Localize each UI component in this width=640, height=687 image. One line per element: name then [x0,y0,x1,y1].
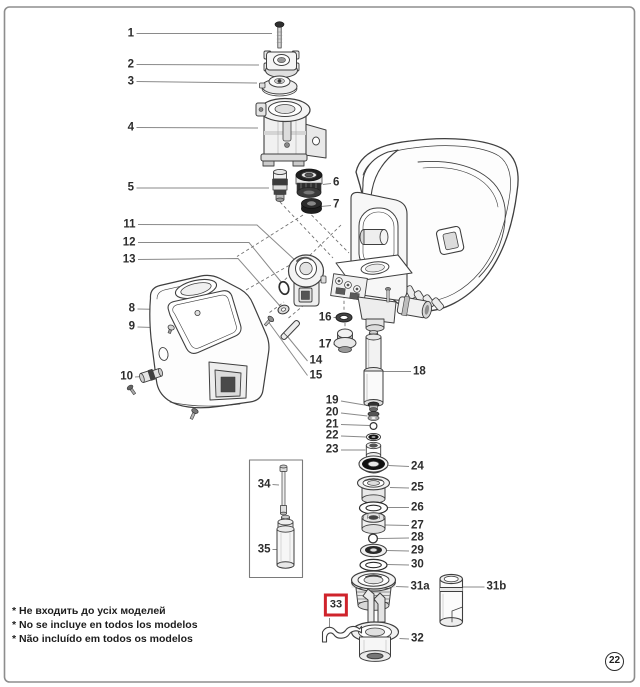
leader-11 [138,225,297,263]
callout-4: 4 [127,120,134,133]
leader-20 [341,413,368,416]
callout-6: 6 [333,176,340,189]
part-3-cap [260,76,298,96]
footnote-es: * No se incluye en todos los modelos [12,619,198,631]
callout-32: 32 [411,632,424,645]
callout-2: 2 [127,57,134,70]
part-34-rod [280,465,287,515]
part-25-cup [358,476,390,503]
part-4-cylinder-assembly [256,99,326,167]
part-22-seal-washer [367,433,381,440]
leader-6 [323,184,331,185]
part-12-o-ring [278,280,291,295]
housing-screw [188,408,199,421]
part-24-seal-ring [359,456,388,473]
callout-20: 20 [325,406,339,419]
part-7-seal [302,199,322,214]
leader-34 [273,485,280,486]
part-8-housing-cover [150,275,269,407]
footnote-pt: * Não incluído em todos os modelos [12,633,193,645]
callout-24: 24 [411,459,424,472]
leader-22 [341,436,366,437]
footnote-uk: * Не входить до усіх моделей [12,605,166,617]
leader-14 [288,337,308,362]
part-5-inlet-valve [273,169,288,201]
leader-4 [137,128,259,129]
callout-30: 30 [411,558,424,571]
page-number-badge: 22 [605,652,624,671]
callout-23: 23 [325,443,339,456]
part-2-valve-cap [264,51,299,78]
callout-14: 14 [309,354,323,367]
part-14-pin [281,321,300,340]
callout-18: 18 [413,364,426,377]
part-21-o-ring-small [370,423,377,430]
part-35-cartridge [277,515,294,568]
leader-21 [341,425,370,426]
callout-5: 5 [127,181,134,194]
callout-21: 21 [325,417,339,430]
part-17-cap-valve [334,329,356,353]
callout-27: 27 [411,518,424,531]
leader-25 [390,488,409,489]
part-1-screw [275,22,284,48]
callout-15: 15 [309,368,323,381]
part-6-nut [296,169,322,198]
callout-19: 19 [325,394,339,407]
part-28-o-ring-small [369,534,378,543]
leader-2 [137,65,260,66]
parts-artwork [126,22,518,662]
callout-11: 11 [123,217,136,230]
callout-35: 35 [257,542,271,555]
leader-24 [389,466,410,467]
callout-34: 34 [257,477,271,490]
callout-17: 17 [318,337,332,350]
callout-26: 26 [411,500,424,513]
callout-1: 1 [127,26,134,39]
leader-27 [386,525,410,526]
part-15-screw [263,315,275,327]
callout-12: 12 [122,235,136,248]
leader-30 [388,565,410,566]
callout-31b: 31b [486,580,507,593]
part-29-valve-washer [361,544,387,556]
callout-31a: 31a [410,580,430,593]
callout-25: 25 [411,481,424,494]
callout-16: 16 [318,310,332,323]
leader-7 [321,206,331,207]
optional-parts-box [250,460,303,578]
callout-13: 13 [122,252,136,265]
leader-3 [137,82,258,84]
part-11-bearing-boss [289,255,327,306]
page-border [5,7,635,682]
callout-33: 33 [324,593,348,616]
callout-9: 9 [128,320,135,333]
callout-7: 7 [333,198,340,211]
callout-29: 29 [411,544,424,557]
callout-3: 3 [127,74,134,87]
part-18-piston-tube [364,331,383,407]
part-20-washer-stack [368,412,379,421]
callout-8: 8 [128,302,135,315]
leader-31a [396,587,409,588]
part-16-o-ring [336,313,352,322]
leader-28 [378,538,409,539]
part-19-poppet [368,402,379,412]
part-30-o-ring [360,559,387,570]
part-27-knurled-nut [362,513,385,534]
leader-32 [400,639,410,640]
part-31b-adapter-sleeve [440,574,463,626]
callout-22: 22 [325,429,339,442]
leader-29 [387,551,409,552]
callout-28: 28 [411,531,424,544]
callout-10: 10 [120,370,133,383]
